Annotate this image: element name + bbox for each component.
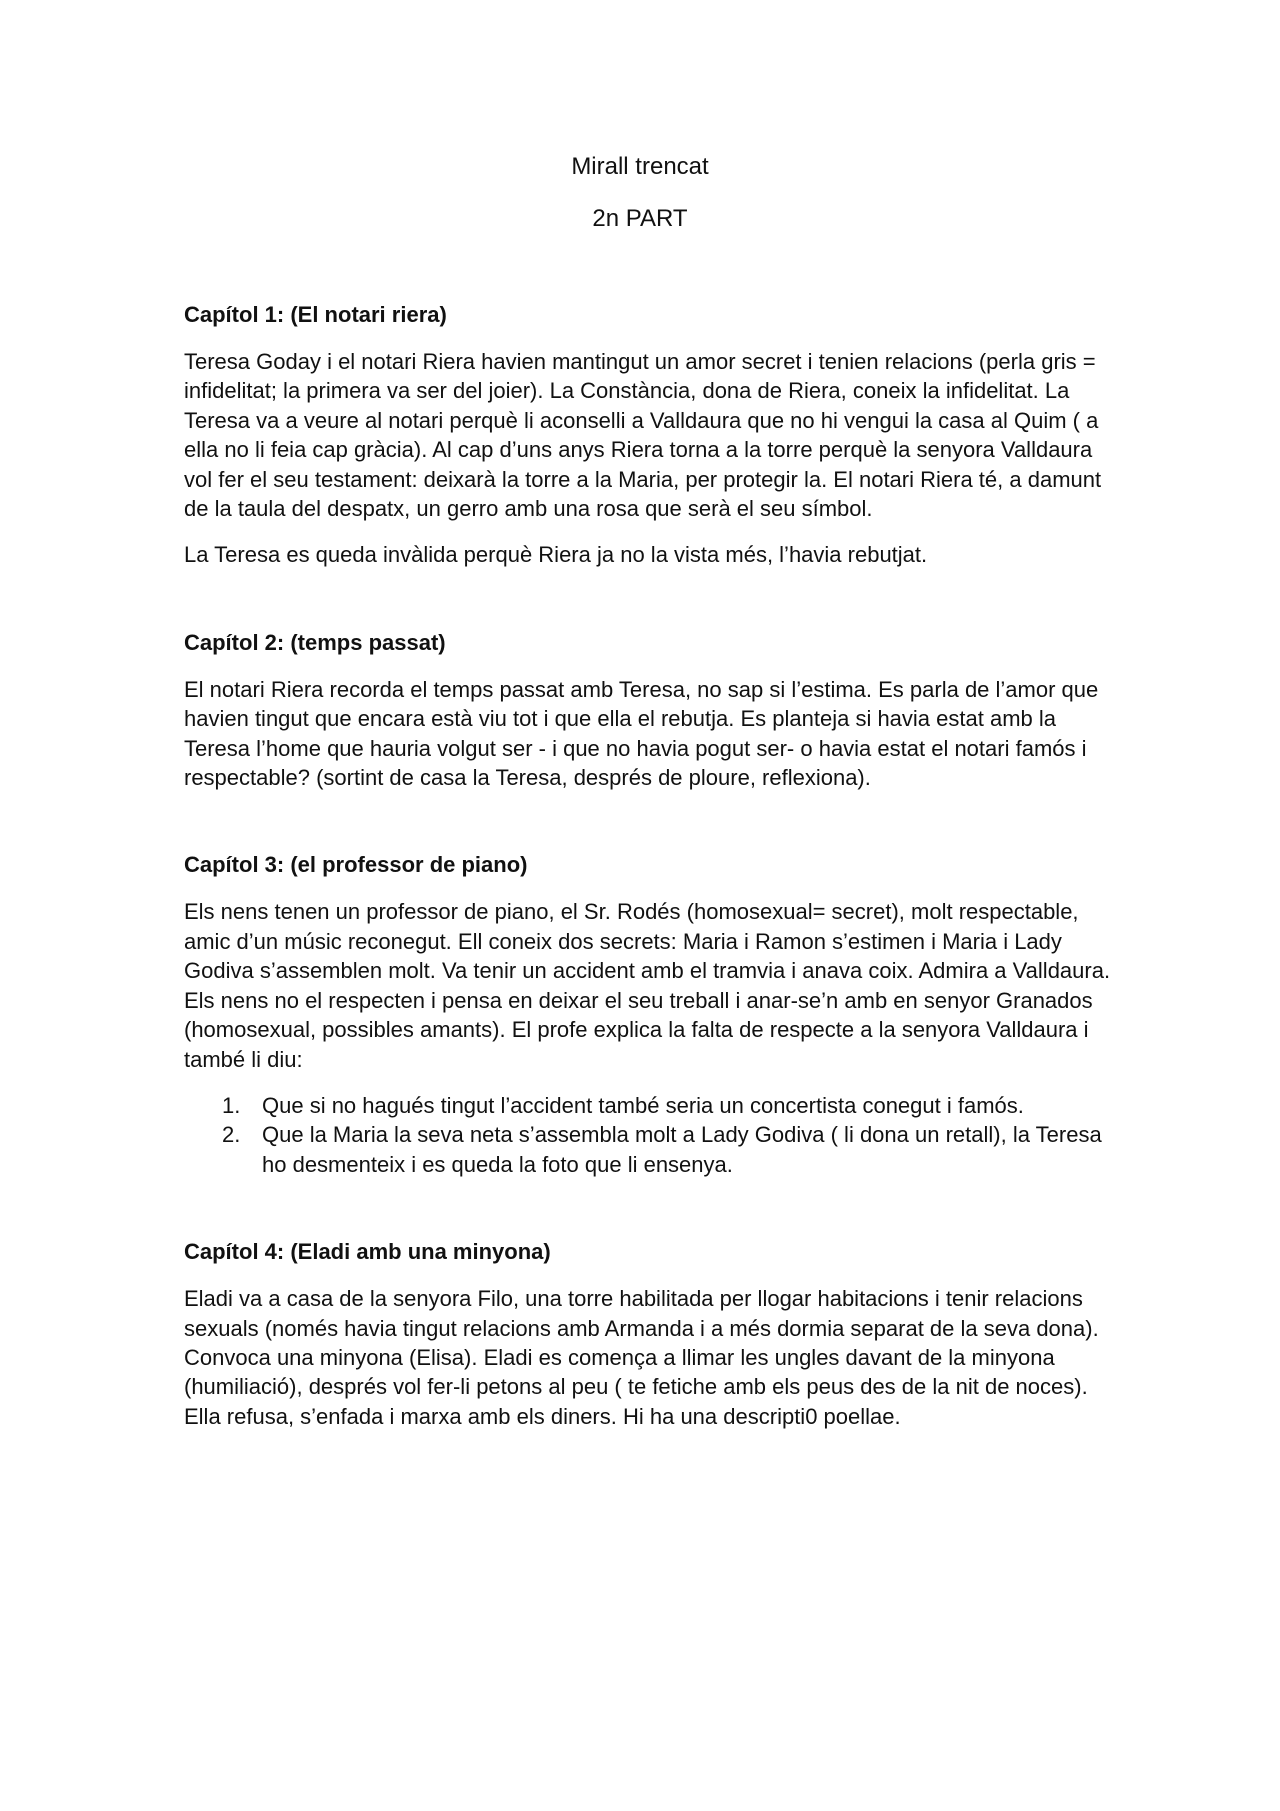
- chapter-paragraph: El notari Riera recorda el temps passat amb Teresa, no sap si l’estima. Es parla de l’amor que havien tingut que encara està viu tot i que ella el rebutja. Es planteja si havia estat amb la Teresa l’home que hauria volgut ser - i que no havia pogut ser- o havia estat el notari famós i respectable? (sortint de casa la Teresa, després de ploure, reflexiona).: [184, 676, 1099, 791]
- document-subtitle: 2n PART: [592, 205, 688, 232]
- chapter-heading: Capítol 1: (El notari riera): [184, 302, 447, 327]
- chapter-paragraph: Teresa Goday i el notari Riera havien mantingut un amor secret i tenien relacions (perla gris = infidelitat; la primera va ser del joier). La Constància, dona de Riera, coneix la infidelitat. La Teresa va a veure al notari perquè li aconselli a Valldaura que no hi vengui la casa al Quim ( a ella no li feia cap gràcia). Al cap d’uns anys Riera torna a la torre perquè la senyora Valldaura vol fer el seu testament: deixarà la torre a la Maria, per protegir la. El notari Riera té, a damunt de la taula del despatx, un gerro amb una rosa que serà el seu símbol.: [184, 349, 1102, 522]
- numbered-list: [184, 1091, 1114, 1179]
- list-item: [184, 1091, 1114, 1120]
- chapter-paragraph: Els nens tenen un professor de piano, el Sr. Rodés (homosexual= secret), molt respectable, amic d’un músic reconegut. Ell coneix dos secrets: Maria i Ramon s’estimen i Maria i Lady Godiva s’assemblen molt. Va tenir un accident amb el tramvia i anava coix. Admira a Valldaura. Els nens no el respecten i pensa en deixar el seu treball i anar-se’n amb en senyor Granados (homosexual, possibles amants). El profe explica la falta de respecte a la senyora Valldaura i també li diu:: [184, 899, 1111, 1072]
- chapter-heading: Capítol 2: (temps passat): [184, 629, 446, 655]
- chapter-paragraph: Eladi va a casa de la senyora Filo, una torre habilitada per llogar habitacions i tenir relacions sexuals (només havia tingut relacions amb Armanda i a més dormia separat de la seva dona). Convoca una minyona (Elisa). Eladi es comença a llimar les ungles davant de la minyona (humiliació), després vol fer-li petons al peu ( te fetiche amb els peus des de la nit de noces). Ella refusa, s’enfada i marxa amb els diners. Hi ha una descripti0 poellae.: [184, 1286, 1099, 1429]
- chapter-2: [184, 628, 1114, 793]
- chapter-paragraph: La Teresa es queda invàlida perquè Riera ja no la vista més, l’havia rebutjat.: [184, 542, 928, 568]
- list-item-text: Que la Maria la seva neta s’assembla molt a Lady Godiva ( li dona un retall), la Teresa ho desmenteix i es queda la foto que li ensenya.: [262, 1122, 1102, 1177]
- list-item: [184, 1120, 1114, 1179]
- list-item-text: Que si no hagués tingut l’accident també seria un concertista conegut i famós.: [262, 1092, 1024, 1118]
- chapter-heading: Capítol 4: (Eladi amb una minyona): [184, 1239, 551, 1265]
- chapter-3: [184, 850, 1114, 1179]
- list-number: 2.: [222, 1122, 241, 1148]
- chapter-1: [184, 300, 1114, 570]
- chapter-4: [184, 1237, 1114, 1431]
- chapter-heading: Capítol 3: (el professor de piano): [184, 852, 528, 878]
- document-title: Mirall trencat: [571, 153, 709, 180]
- list-number: 1.: [222, 1092, 241, 1118]
- document-body: [184, 300, 1114, 1431]
